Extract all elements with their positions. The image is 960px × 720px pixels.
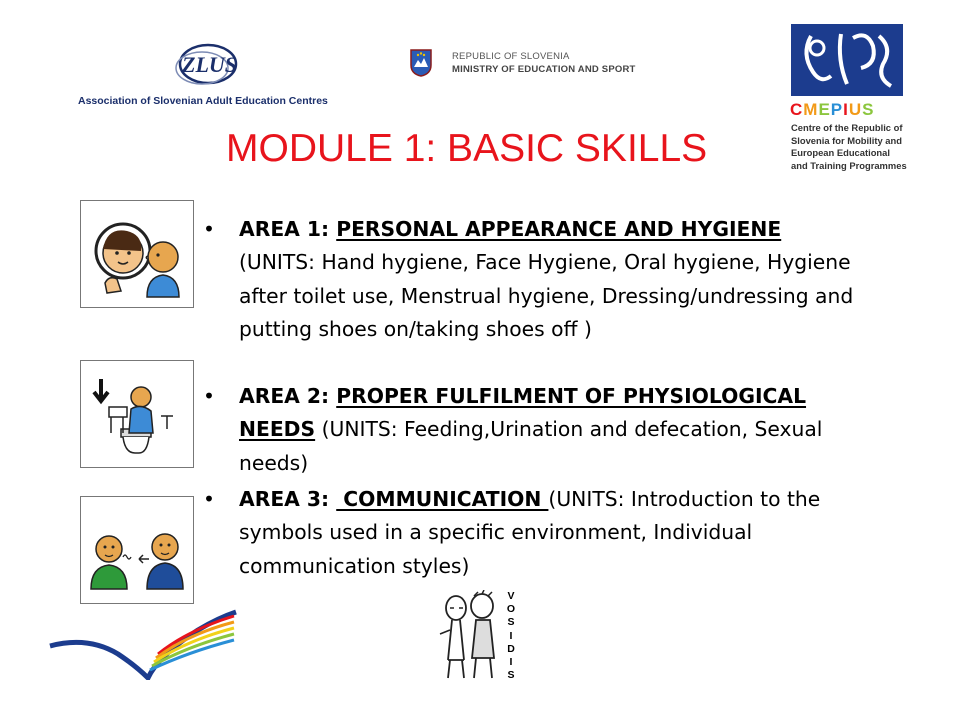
page-title: MODULE 1: BASIC SKILLS	[226, 127, 708, 170]
zlus-caption: Association of Slovenian Adult Education Centres	[78, 95, 328, 107]
area-2-units: (UNITS: Feeding,Urination and defecation, Sexual needs)	[239, 417, 823, 475]
vosidis-letter: O	[506, 603, 516, 616]
vosidis-letter: I	[509, 629, 513, 642]
communication-pictogram	[80, 496, 194, 604]
area-3-item	[203, 483, 863, 583]
cmepius-letter: M	[803, 100, 819, 119]
bullet-point: •	[203, 487, 215, 511]
slovenia-crest-icon	[410, 49, 432, 77]
vosidis-letter: D	[507, 642, 515, 655]
vosidis-letter: S	[507, 616, 515, 629]
cmepius-name	[790, 100, 875, 120]
area-3-prefix: AREA 3:	[239, 487, 337, 511]
cmepius-letter: C	[790, 100, 804, 119]
zlus-mark-text: ZLUS	[182, 52, 237, 77]
area-1-heading: PERSONAL APPEARANCE AND HYGIENE	[336, 217, 782, 241]
area-1-units: (UNITS: Hand hygiene, Face Hygiene, Oral hygiene, Hygiene after toilet use, Menstrual hygiene, Dressing/undressing and putting shoes on/taking shoes off )	[239, 250, 854, 341]
ministry-line-1: REPUBLIC OF SLOVENIA	[452, 51, 570, 62]
area-2-item	[203, 380, 863, 480]
area-2-prefix: AREA 2:	[239, 384, 337, 408]
cmepius-figure-icon	[791, 24, 903, 96]
cmepius-logo	[788, 24, 906, 184]
area-1-prefix: AREA 1:	[239, 217, 337, 241]
area-2-heading: PROPER FULFILMENT OF PHYSIOLOGICAL NEEDS	[239, 384, 807, 442]
vosidis-letter: I	[509, 656, 513, 669]
vosidis-logo	[438, 590, 522, 682]
cmepius-description: Centre of the Republic of Slovenia for Mobility and European Educational and Training Programmes	[791, 122, 907, 171]
toilet-pictogram	[80, 360, 194, 468]
vosidis-wordmark	[504, 590, 518, 682]
eu-wave-icon	[48, 608, 238, 680]
toilet-icon	[81, 361, 193, 467]
cmepius-letter: S	[862, 100, 875, 119]
cmepius-letter: E	[818, 100, 831, 119]
zlus-logo	[78, 40, 328, 110]
area-3-heading: COMMUNICATION	[336, 487, 549, 511]
vosidis-letter: V	[507, 590, 515, 602]
cmepius-letter: P	[830, 100, 844, 119]
vosidis-letter: S	[507, 669, 515, 682]
hygiene-pictogram	[80, 200, 194, 308]
cmepius-emblem	[791, 24, 903, 96]
two-people-talking-icon	[81, 497, 193, 603]
cmepius-letter: I	[843, 100, 849, 119]
zlus-emblem-icon	[168, 40, 240, 92]
cmepius-letter: U	[848, 100, 863, 119]
ministry-line-2: MINISTRY OF EDUCATION AND SPORT	[452, 64, 636, 75]
vosidis-figures-icon	[438, 590, 504, 682]
bullet-point: •	[203, 217, 215, 241]
area-1-item	[203, 213, 863, 346]
area-3-units: (UNITS: Introduction to the symbols used in a specific environment, Individual communication styles)	[239, 487, 821, 578]
ministry-logo	[410, 48, 650, 82]
bullet-point: •	[203, 384, 215, 408]
mirror-face-icon	[81, 201, 193, 307]
eu-programme-logo	[48, 608, 238, 680]
